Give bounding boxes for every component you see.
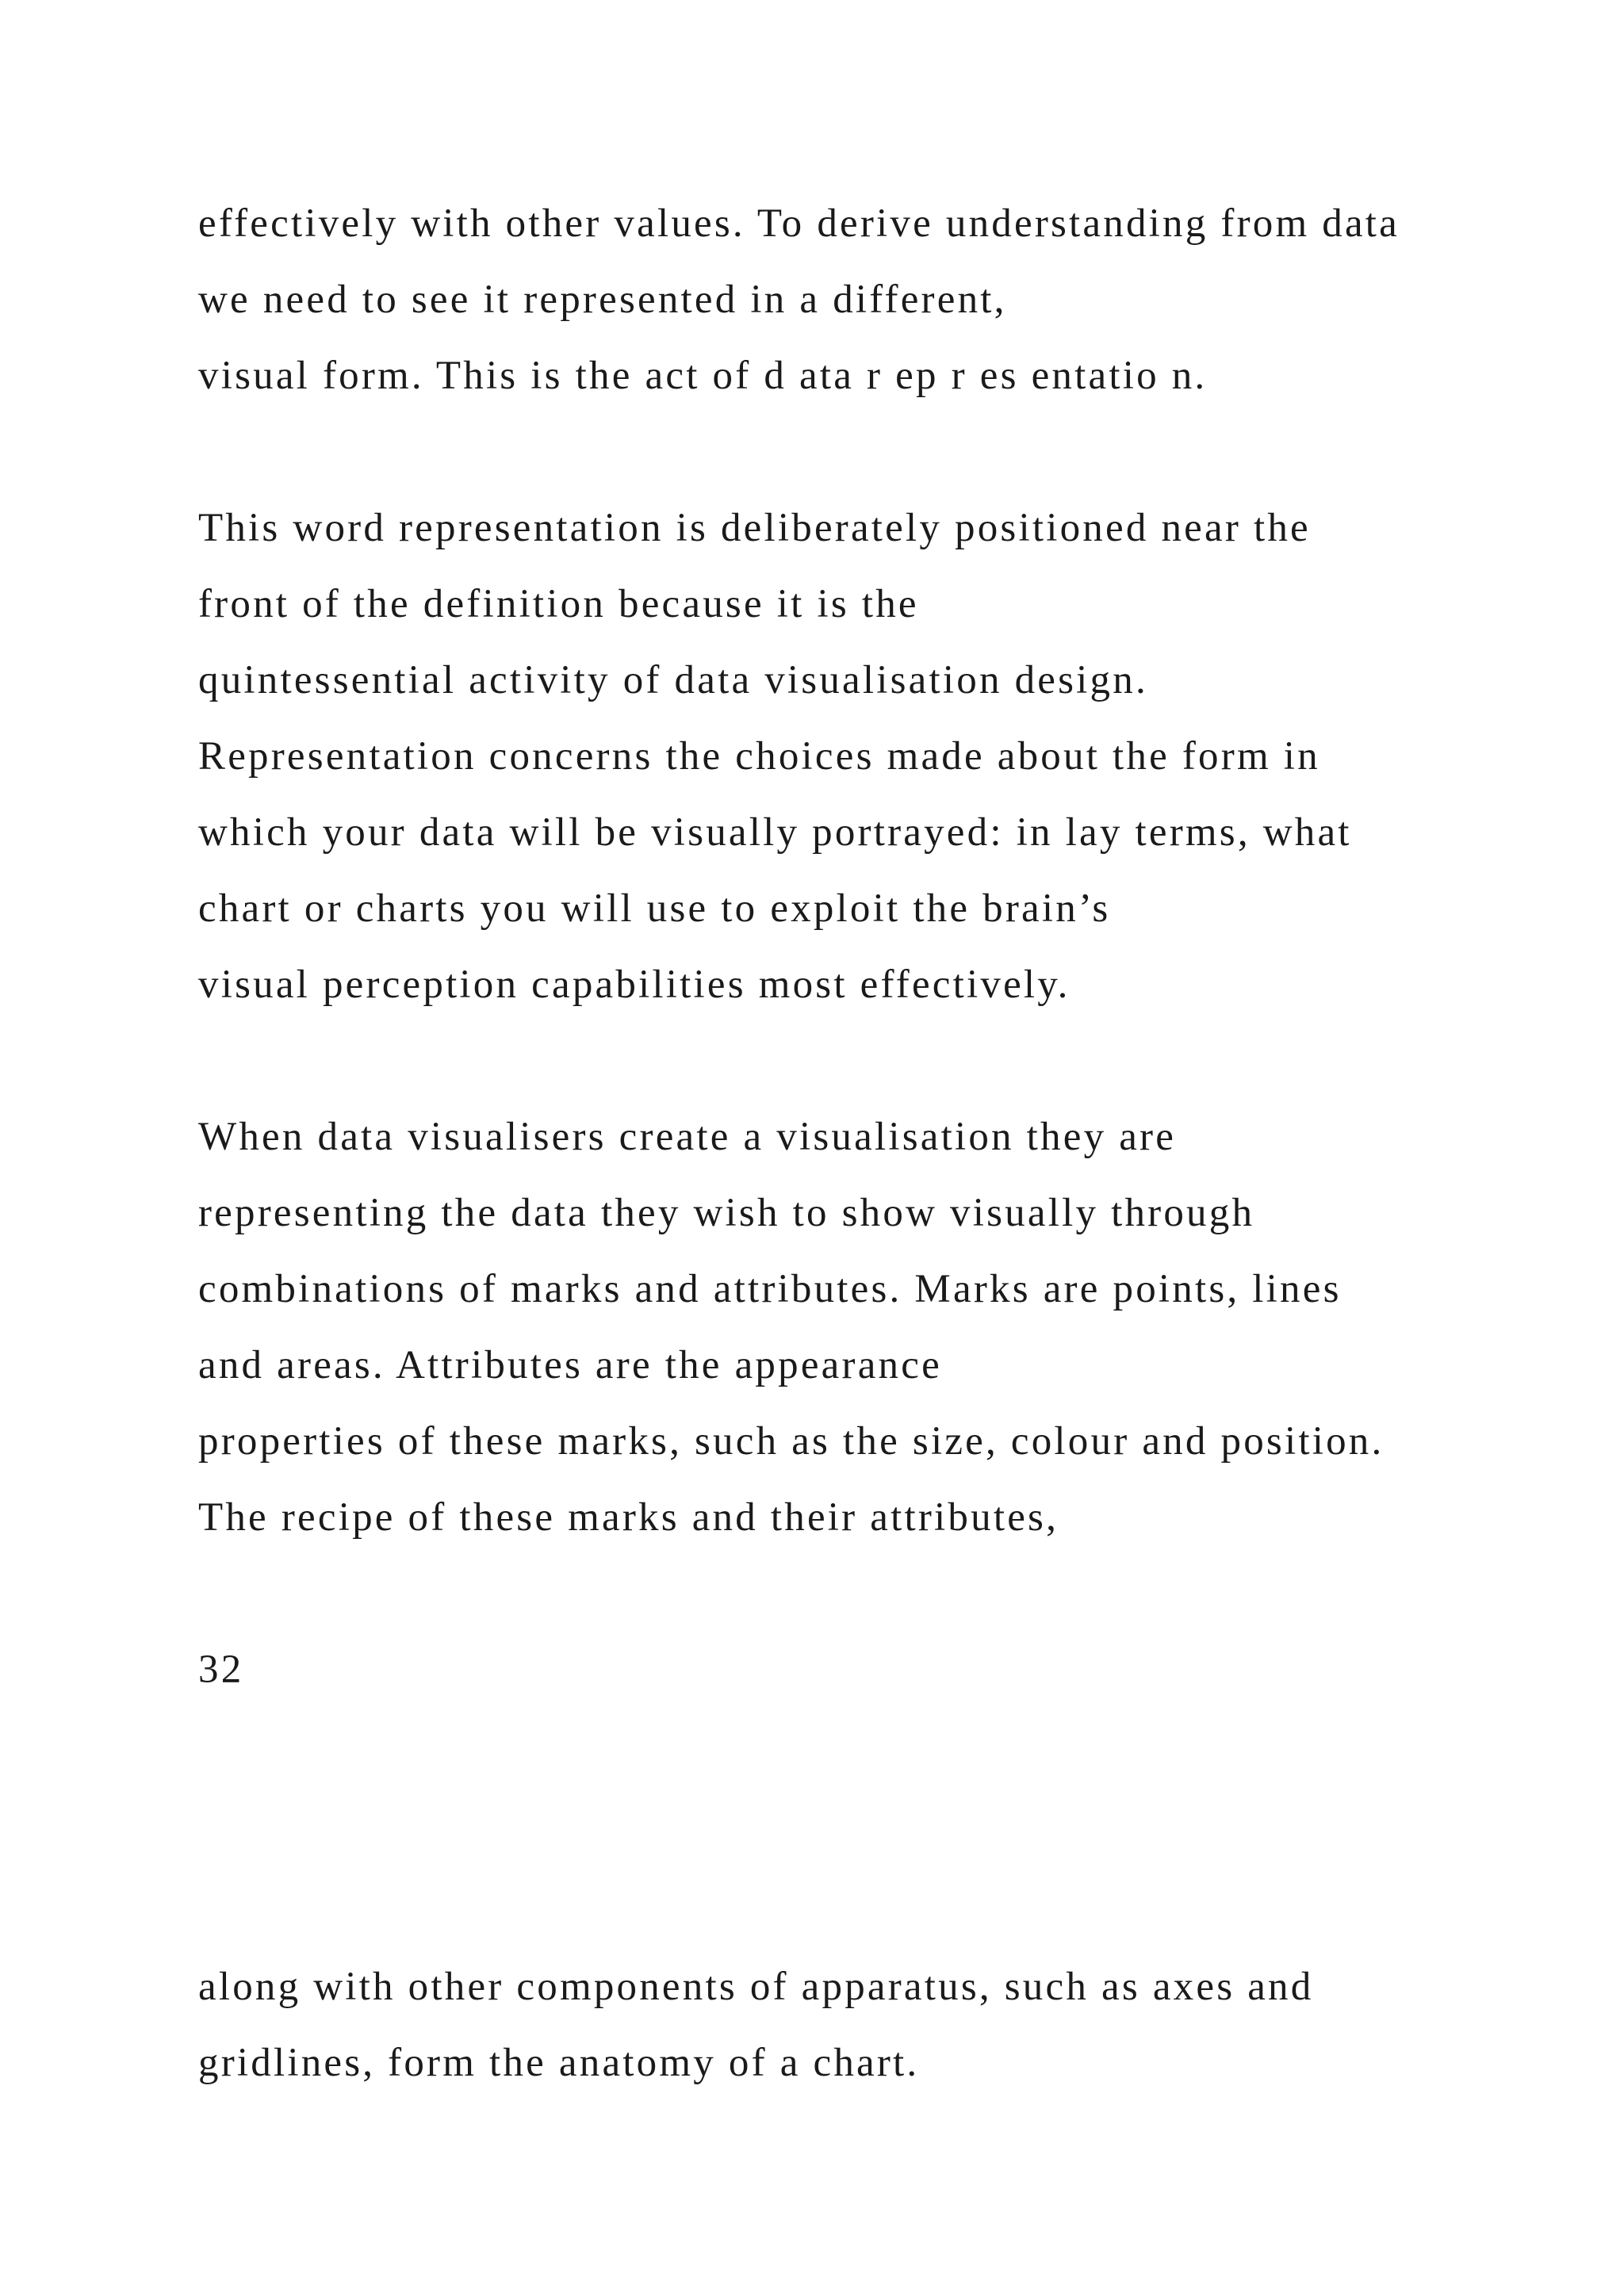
paragraph-1-line-2: we need to see it represented in a different, xyxy=(198,277,1007,322)
paragraph-2-line-7: visual perception capabilities most effectively. xyxy=(198,962,1071,1007)
paragraph-3-line-3: combinations of marks and attributes. Marks are points, lines xyxy=(198,1267,1342,1311)
paragraph-2-line-5: which your data will be visually portrayed: in lay terms, what xyxy=(198,810,1352,855)
paragraph-1-line-3: visual form. This is the act of d ata r ep r es entatio n. xyxy=(198,354,1208,398)
page-number: 32 xyxy=(198,1647,244,1692)
continuation-line-2: gridlines, form the anatomy of a chart. xyxy=(198,2041,920,2085)
paragraph-2-line-3: quintessential activity of data visualisation design. xyxy=(198,658,1148,702)
paragraph-3-line-4: and areas. Attributes are the appearance xyxy=(198,1343,942,1387)
paragraph-2-line-2: front of the definition because it is the xyxy=(198,582,919,626)
paragraph-3-line-2: representing the data they wish to show visually through xyxy=(198,1191,1255,1235)
paragraph-3-line-5: properties of these marks, such as the size, colour and position. xyxy=(198,1419,1385,1464)
paragraph-2-line-6: chart or charts you will use to exploit the brain’s xyxy=(198,886,1111,931)
paragraph-3-line-1: When data visualisers create a visualisation they are xyxy=(198,1115,1177,1159)
paragraph-3-line-6: The recipe of these marks and their attributes, xyxy=(198,1495,1059,1540)
paragraph-2-line-4: Representation concerns the choices made about the form in xyxy=(198,734,1320,779)
paragraph-1-line-1: effectively with other values. To derive understanding from data xyxy=(198,201,1400,246)
paragraph-2-line-1: This word representation is deliberately positioned near the xyxy=(198,506,1311,550)
continuation-line-1: along with other components of apparatus, such as axes and xyxy=(198,1965,1314,2009)
